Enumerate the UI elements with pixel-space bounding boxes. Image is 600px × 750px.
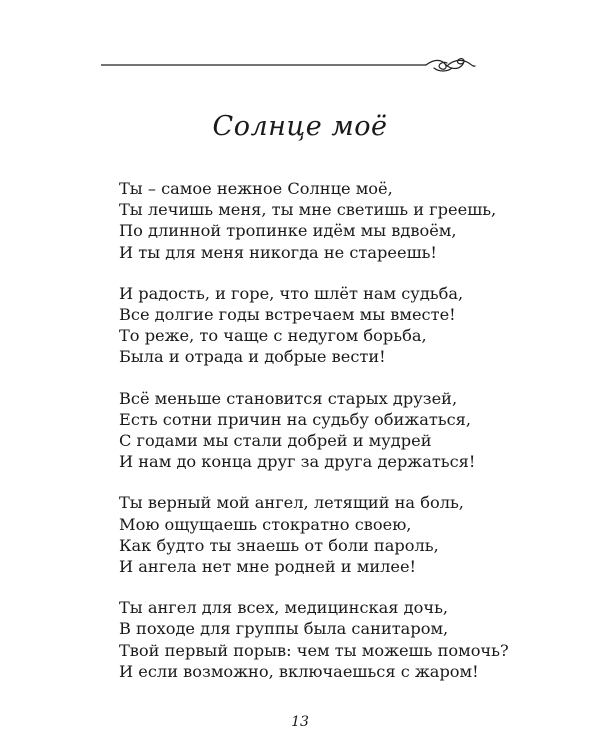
poem-line: Ты верный мой ангел, летящий на боль,: [119, 493, 464, 513]
poem-line: По длинной тропинке идём мы вдвоём,: [119, 221, 457, 241]
poem-line: Ты лечишь меня, ты мне светишь и греешь,: [119, 200, 497, 220]
stanza: [119, 597, 589, 682]
poem-line: И радость, и горе, что шлёт нам судьба,: [119, 283, 464, 303]
poem-line: В походе для группы была санитаром,: [119, 619, 449, 639]
poem-line: И ангела нет мне родней и милее!: [119, 557, 417, 577]
poem-line: С годами мы стали добрей и мудрей: [119, 431, 432, 451]
poem-line: Ты ангел для всех, медицинская дочь,: [119, 598, 449, 618]
poem-body: [119, 178, 589, 702]
poem-line: Как будто ты знаешь от боли пароль,: [119, 535, 439, 555]
header-ornament-rule: [101, 55, 476, 77]
poem-line: И если возможно, включаешься с жаром!: [119, 661, 479, 681]
poem-line: Все долгие годы встречаем мы вместе!: [119, 305, 456, 325]
stanza: [119, 178, 589, 263]
poem-line: Твой первый порыв: чем ты можешь помочь?: [119, 640, 509, 660]
stanza: [119, 283, 589, 368]
poem-line: То реже, то чаще с недугом борьба,: [119, 326, 427, 346]
poem-line: Всё меньше становится старых друзей,: [119, 388, 458, 408]
poem-line: И ты для меня никогда не стареешь!: [119, 242, 437, 262]
poem-line: Мою ощущаешь стократно своею,: [119, 514, 412, 534]
poem-title: Солнце моё: [212, 111, 388, 142]
flourish-ornament-icon: [426, 59, 475, 71]
poem-line: Была и отрада и добрые вести!: [119, 347, 386, 367]
stanza: [119, 492, 589, 577]
poem-line: Есть сотни причин на судьбу обижаться,: [119, 409, 472, 429]
poem-line: Ты – самое нежное Солнце моё,: [119, 179, 393, 198]
page-number: 13: [291, 714, 309, 730]
poem-line: И нам до конца друг за друга держаться!: [119, 452, 476, 472]
stanza: [119, 388, 589, 473]
